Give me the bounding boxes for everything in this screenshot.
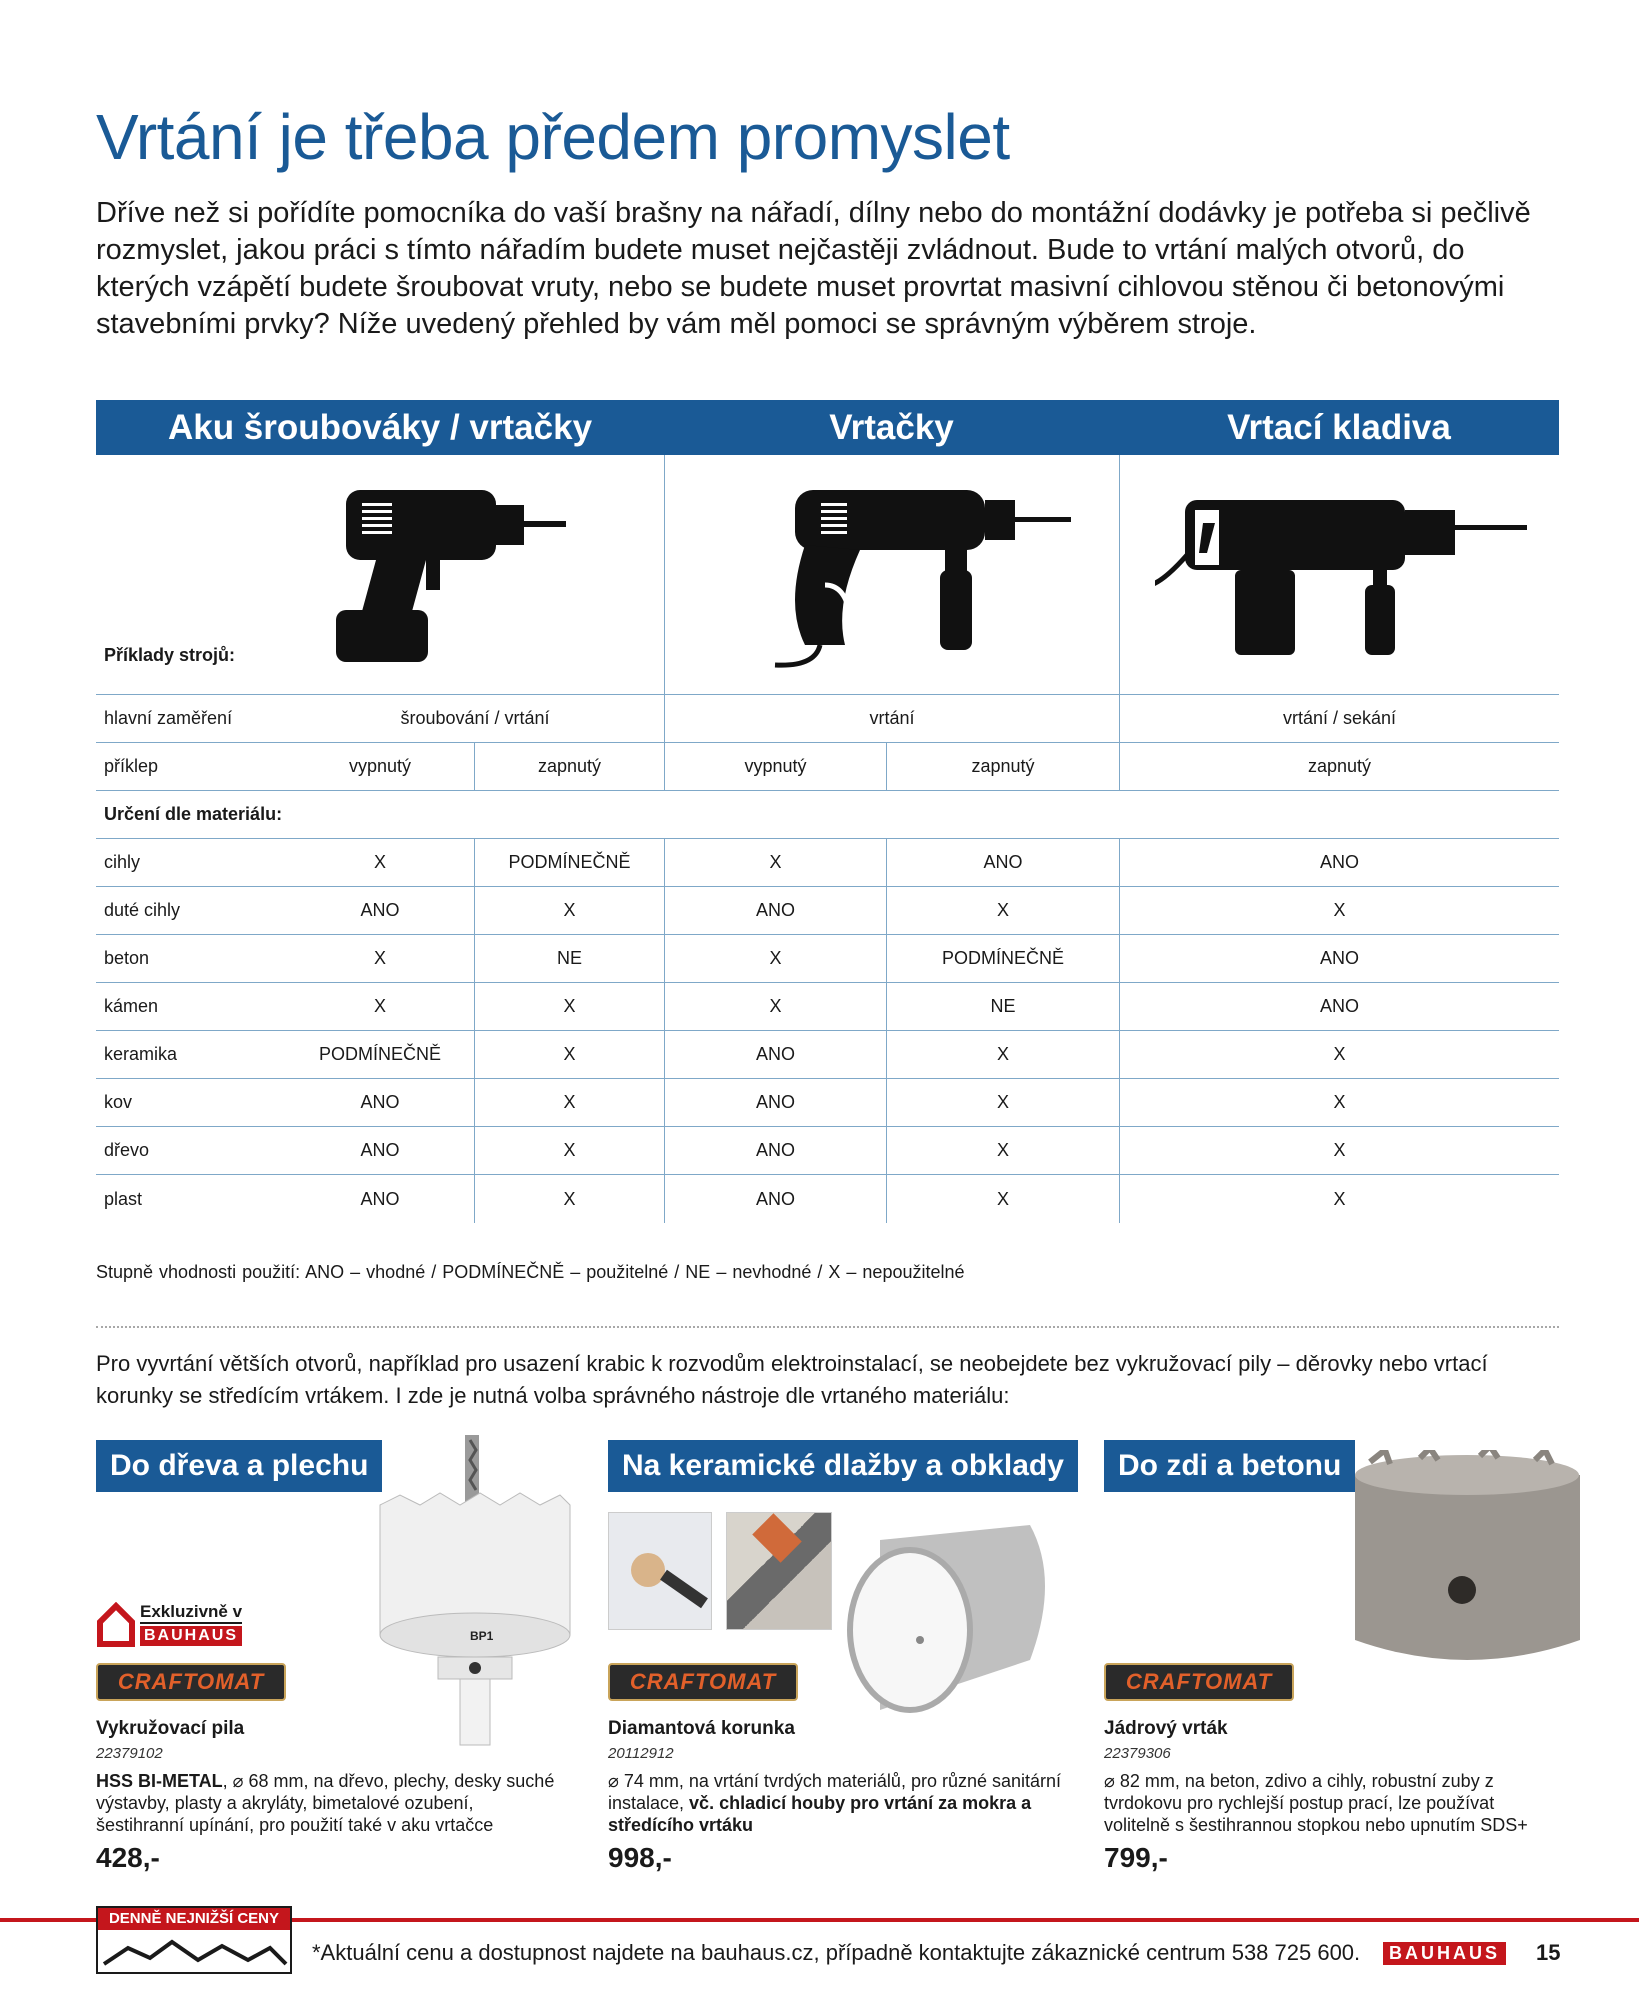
product-price: 998,- xyxy=(608,1842,672,1873)
aku-cell xyxy=(96,455,664,694)
tile-cutout xyxy=(631,1553,665,1587)
product-name: Vykružovací pila xyxy=(96,1718,245,1739)
cell: vypnutý xyxy=(664,743,886,790)
header-aku: Aku šroubováky / vrtačky xyxy=(167,407,593,447)
desc-text: , ⌀ 68 mm, na dřevo, plechy, desky suché výstavby, plasty a akryláty, bimetalové ozubení, šestihranní upínání, pro použití také v aku vrtačce xyxy=(96,1771,555,1835)
page-title: Vrtání je třeba předem promyslet xyxy=(96,101,1010,173)
cell: X xyxy=(1119,1127,1559,1174)
cell: zapnutý xyxy=(474,743,664,790)
cell: X xyxy=(474,983,664,1030)
corded-drill-icon xyxy=(765,485,1085,675)
cell: ANO xyxy=(360,1140,400,1160)
tile-photo-2 xyxy=(726,1512,832,1630)
legend: Stupně vhodnosti použití: ANO – vhodné / PODMÍNEČNĚ – použitelné / NE – nevhodné / X – nepoužitelné xyxy=(96,1262,965,1282)
product-desc: ⌀ 82 mm, na beton, zdivo a cihly, robustní zuby z tvrdokovu pro rychlejší postup prací, lze používat volitelně s šestihrannou stopkou nebo upnutím SDS+ xyxy=(1104,1771,1528,1835)
table-row-focus xyxy=(96,695,1559,743)
table-row xyxy=(96,935,1559,983)
table-row xyxy=(96,1127,1559,1175)
header-kladiva: Vrtací kladiva xyxy=(1227,407,1451,447)
hammer-drill-icon xyxy=(1155,495,1535,665)
table-header xyxy=(96,400,1559,455)
row-label: příklep xyxy=(104,756,159,776)
material-label: beton xyxy=(104,948,150,968)
cell: PODMÍNEČNĚ xyxy=(318,1044,441,1064)
cell: ANO xyxy=(664,1127,886,1174)
cell: PODMÍNEČNĚ xyxy=(886,935,1119,982)
table-row xyxy=(96,983,1559,1031)
cell: ANO xyxy=(360,1092,400,1112)
material-label: plast xyxy=(104,1188,143,1209)
tile-photo-1 xyxy=(608,1512,712,1630)
diamond-core-bit-image xyxy=(840,1520,1070,1720)
dotted-divider xyxy=(96,1326,1559,1328)
table-row xyxy=(96,839,1559,887)
hammer-cell xyxy=(1119,455,1559,694)
cell: ANO xyxy=(664,887,886,934)
section-label: Určení dle materiálu: xyxy=(104,804,283,824)
drill-cell xyxy=(664,455,1119,694)
material-rows xyxy=(96,839,1559,1223)
cell: X xyxy=(664,935,886,982)
material-label: kov xyxy=(104,1092,133,1112)
tile-drill-bit xyxy=(660,1570,708,1609)
product-price: 428,- xyxy=(96,1842,160,1873)
cell: X xyxy=(474,887,664,934)
lowest-price-badge xyxy=(96,1906,292,1974)
table-row xyxy=(96,887,1559,935)
cell: X xyxy=(886,1175,1119,1223)
desc-text: ⌀ 74 mm, na vrtání tvrdých materiálů, pro různé sanitární instalace, xyxy=(608,1771,1062,1813)
cell: X xyxy=(886,1079,1119,1126)
examples-label: Příklady strojů: xyxy=(104,645,236,665)
badge-title: DENNĚ NEJNIŽŠÍ CENY xyxy=(98,1908,290,1930)
product-tag-ceramic: Na keramické dlažby a obklady xyxy=(608,1440,1078,1492)
cell: vrtání / sekání xyxy=(1119,695,1559,742)
saw-label: BP1 xyxy=(470,1629,494,1643)
table-section-row xyxy=(96,791,1559,839)
cell: ANO xyxy=(1119,935,1559,982)
product-name: Jádrový vrták xyxy=(1104,1718,1228,1739)
cell: zapnutý xyxy=(1119,743,1559,790)
cell: X xyxy=(664,983,886,1030)
cell: ANO xyxy=(664,1079,886,1126)
product-price: 799,- xyxy=(1104,1842,1168,1873)
table-row xyxy=(96,1079,1559,1127)
product-desc xyxy=(96,1770,556,1836)
bauhaus-logo: BAUHAUS xyxy=(1383,1942,1506,1965)
cell: X xyxy=(886,887,1119,934)
cell: NE xyxy=(886,983,1119,1030)
cell: X xyxy=(373,852,386,872)
cell: vrtání xyxy=(664,695,1119,742)
exclusive-badge xyxy=(96,1600,256,1650)
cell: šroubování / vrtání xyxy=(400,708,550,728)
desc-bold: HSS BI-METAL xyxy=(96,1771,223,1791)
cell: X xyxy=(1119,1079,1559,1126)
cell: ANO xyxy=(886,839,1119,886)
footer-note: *Aktuální cenu a dostupnost najdete na bauhaus.cz, případně kontaktujte zákaznické centrum 538 725 600. xyxy=(312,1940,1361,1965)
cell: X xyxy=(474,1175,664,1223)
product-code: 20112912 xyxy=(608,1745,674,1762)
material-label: dřevo xyxy=(104,1140,150,1160)
product-name: Diamantová korunka xyxy=(608,1718,795,1739)
cell: X xyxy=(474,1127,664,1174)
cell: X xyxy=(886,1031,1119,1078)
table-row-impact xyxy=(96,743,1559,791)
product-tag-concrete: Do zdi a betonu xyxy=(1104,1440,1355,1492)
core-drill-image xyxy=(1350,1450,1585,1675)
intro-paragraph: Dříve než si pořídíte pomocníka do vaší brašny na nářadí, dílny nebo do montážní dodávky je potřeba si pečlivě rozmyslet, jakou práci s tímto nářadím budete muset nejčastěji zvládnout. Bude to vrtání malých otvorů, do kterých vzápětí budete šroubovat vruty, nebo se budete muset provrtat masivní cihlovou stěnou či betonovými stavebními prvky? Níže uvedený přehled by vám měl pomoci se správným výběrem stroje. xyxy=(96,197,1531,340)
material-label: duté cihly xyxy=(104,900,181,920)
cell: ANO xyxy=(1119,983,1559,1030)
cell: ANO xyxy=(664,1175,886,1223)
page-number: 15 xyxy=(1536,1940,1561,1965)
exclusive-text: Exkluzivně v xyxy=(140,1602,242,1624)
cell: PODMÍNEČNĚ xyxy=(474,839,664,886)
cell: X xyxy=(373,996,386,1016)
cell: X xyxy=(1119,887,1559,934)
desc-bold: vč. chladicí houby pro vrtání za mokra a středícího vrtáku xyxy=(608,1793,1032,1835)
table-row xyxy=(96,1031,1559,1079)
material-label: cihly xyxy=(104,852,141,872)
cell: X xyxy=(474,1079,664,1126)
house-icon xyxy=(96,1602,136,1648)
product-code: 22379306 xyxy=(1104,1745,1171,1762)
cell: X xyxy=(886,1127,1119,1174)
product-desc xyxy=(608,1770,1068,1836)
table-row xyxy=(96,1175,1559,1223)
cell: ANO xyxy=(1119,839,1559,886)
cell: X xyxy=(1119,1175,1559,1223)
craftomat-logo: CRAFTOMAT xyxy=(1104,1663,1294,1701)
cell: zapnutý xyxy=(886,743,1119,790)
craftomat-logo: CRAFTOMAT xyxy=(96,1663,286,1701)
cell: NE xyxy=(474,935,664,982)
hole-saw-image xyxy=(370,1435,580,1750)
product-tag-wood: Do dřeva a plechu xyxy=(96,1440,382,1492)
craftomat-logo: CRAFTOMAT xyxy=(608,1663,798,1701)
header-vrtacky: Vrtačky xyxy=(829,407,954,447)
price-chart-icon xyxy=(98,1930,290,1972)
tool-images-row xyxy=(96,455,1559,695)
comparison-table xyxy=(96,400,1559,1223)
row-label: hlavní zaměření xyxy=(104,708,233,728)
material-label: keramika xyxy=(104,1044,178,1064)
cell: ANO xyxy=(360,900,400,920)
material-label: kámen xyxy=(104,996,159,1016)
exclusive-brand: BAUHAUS xyxy=(140,1626,242,1646)
cell: ANO xyxy=(664,1031,886,1078)
lead-paragraph: Pro vyvrtání větších otvorů, například pro usazení krabic k rozvodům elektroinstalací, se neobejdete bez vykružovací pily – děrovky nebo vrtací korunky se středícím vrtákem. I zde je nutná volba správného nástroje dle vrtaného materiálu: xyxy=(96,1351,1488,1408)
cordless-drill-icon xyxy=(326,485,566,665)
cell: X xyxy=(474,1031,664,1078)
cell: ANO xyxy=(360,1188,400,1209)
cell: X xyxy=(1119,1031,1559,1078)
cell: vypnutý xyxy=(348,756,412,776)
tile-corner-accent xyxy=(752,1513,801,1562)
cell: X xyxy=(373,948,386,968)
product-code: 22379102 xyxy=(96,1745,163,1762)
cell: X xyxy=(664,839,886,886)
